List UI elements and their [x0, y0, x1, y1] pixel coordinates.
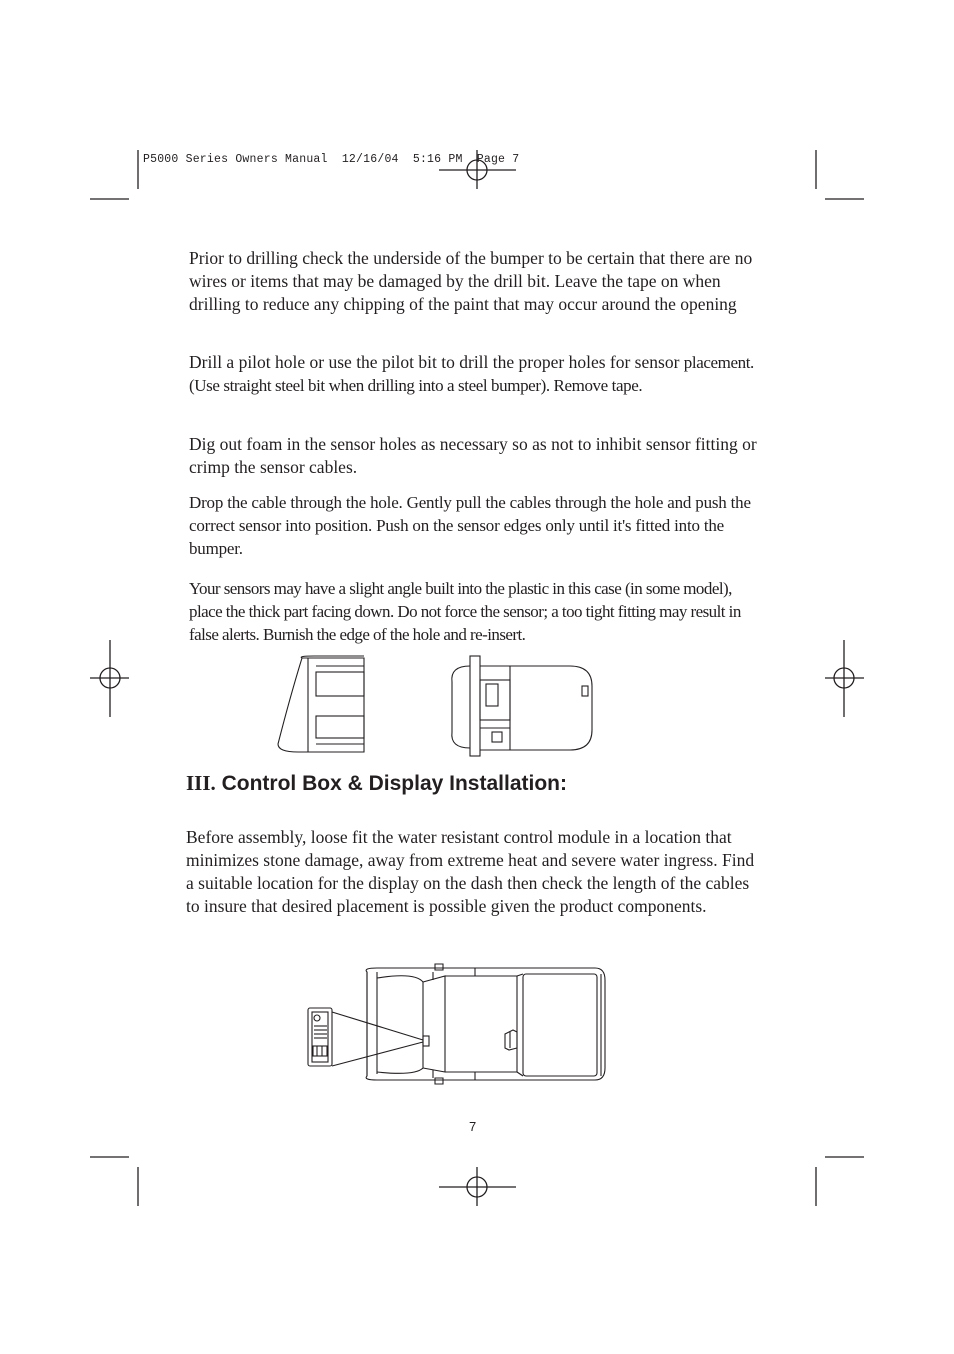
registration-mark-left — [90, 640, 129, 717]
registration-mark-bottom — [439, 1167, 516, 1206]
sensor-illustration — [270, 652, 610, 760]
display-unit-illustration — [308, 1008, 332, 1066]
section-heading — [186, 771, 567, 796]
paragraph-drop-cable: Drop the cable through the hole. Gently pull the cables through the hole and push the correct sensor into position. Push on the sensor edges only until it's fitted into the bumper. — [189, 493, 751, 558]
truck-top-view — [366, 964, 605, 1084]
registration-mark-top — [439, 150, 516, 189]
paragraph-dig-foam: Dig out foam in the sensor holes as necessary so as not to inhibit sensor fitting or crimp the sensor cables. — [189, 434, 757, 477]
sensor-top-view — [452, 656, 592, 756]
print-slug: P5000 Series Owners Manual 12/16/04 5:16 PM Page 7 — [143, 153, 520, 166]
paragraph-check-underside: Prior to drilling check the underside of the bumper to be certain that there are no wires or items that may be damaged by the drill bit. Leave the tape on when drilling to reduce any chipping of the paint that may occur around the opening — [189, 248, 753, 314]
sensor-side-view — [278, 656, 364, 752]
paragraph-control-module: Before assembly, loose fit the water resistant control module in a location that minimizes stone damage, away from extreme heat and severe water ingress. Find a suitable location for the display on the dash then check the length of the cables to insure that desired placement is possible given the product components. — [186, 827, 755, 916]
page-number: 7 — [469, 1119, 477, 1134]
vehicle-installation-diagram — [305, 960, 610, 1086]
section-title: Control Box & Display Installation: — [215, 772, 567, 795]
section-number: III. — [186, 771, 216, 795]
paragraph-drill-pilot-hole-line1: Drill a pilot hole or use the pilot bit to drill the proper holes for sensor — [189, 352, 680, 372]
paragraph-drill-pilot-hole-rest: placement. (Use straight steel bit when drilling into a steel bumper). Remove tape. — [189, 353, 754, 395]
paragraph-sensor-angle: Your sensors may have a slight angle built into the plastic in this case (in some model), place the thick part facing down. Do not force the sensor; a too tight fitting may result in false alerts. Burnish the edge of the hole and re-insert. — [189, 579, 741, 644]
paragraph-drill-pilot-hole — [189, 351, 764, 397]
registration-mark-right — [825, 640, 864, 717]
